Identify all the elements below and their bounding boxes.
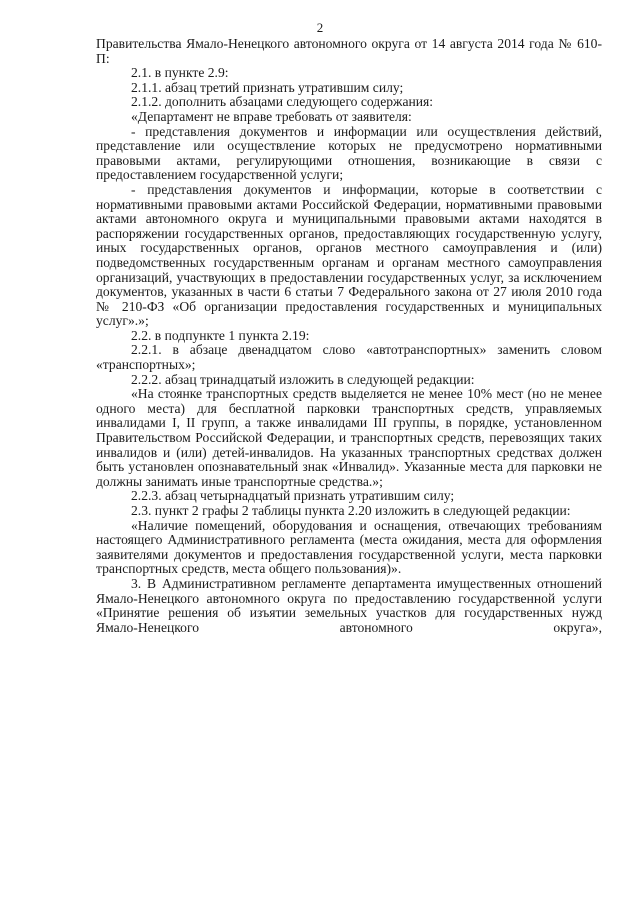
paragraph-2-2-2: 2.2.2. абзац тринадцатый изложить в следующей редакции: <box>131 371 475 387</box>
paragraph-2-2: 2.2. в подпункте 1 пункта 2.19: <box>131 327 310 343</box>
paragraph-2-3: 2.3. пункт 2 графы 2 таблицы пункта 2.20 изложить в следующей редакции: <box>131 503 571 518</box>
paragraph-bullet-1: - представления документов и информации или осуществления действий, представление или осуществление которых не предусмотрено нормативными правовыми актами, регулирующими отношения, возникающие в связи с предоставлением государственной услуги; <box>96 123 602 183</box>
paragraph-2-2-1: 2.2.1. в абзаце двенадцатом слово «автотранспортных» заменить словом «транспортных»; <box>96 342 602 373</box>
paragraph-intro: Правительства Ямало-Ненецкого автономного округа от 14 августа 2014 года № 610-П: <box>96 36 602 66</box>
paragraph-bullet-2: - представления документов и информации, которые в соответствии с нормативными правовыми актами Российской Федерации, нормативными правовыми актами автономного округа и муниципальными правовыми актами находятся в распоряжении государственных органов, предоставляющих государственную услугу, иных государственных органов, органов местного самоуправления и (или) подведомственных государственным органам и органам местного самоуправления организаций, участвующих в предоставлении государственных услуг, за исключением документов, указанных в части 6 статьи 7 Федерального закона от 27 июля 2010 года № 210-ФЗ «Об организации предоставления государственных и муниципальных услуг».»; <box>96 181 602 329</box>
page-number: 2 <box>316 20 324 35</box>
paragraph-quote-premises: «Наличие помещений, оборудования и оснащения, отвечающих требованиям настоящего Административного регламента (места ожидания, места для оформления заявителями документов и предоставления государственной услуги, места парковки транспортных средств, места общего пользования)». <box>96 517 602 577</box>
paragraph-2-2-3: 2.2.3. абзац четырнадцатый признать утратившим силу; <box>131 488 455 504</box>
paragraph-quote-department: «Департамент не вправе требовать от заявителя: <box>131 108 412 124</box>
paragraph-2-1-1: 2.1.1. абзац третий признать утратившим силу; <box>131 79 404 95</box>
paragraph-2-1: 2.1. в пункте 2.9: <box>131 65 229 81</box>
paragraph-quote-parking: «На стоянке транспортных средств выделяется не менее 10% мест (но не менее одного места) для бесплатной парковки транспортных средств, управляемых инвалидами I, II групп, а также инвалидами III группы, в порядке, установленном Правительством Российской Федерации, и транспортных средств, перевозящих таких инвалидов и (или) детей-инвалидов. На указанных транспортных средствах должен быть установлен опознавательный знак «Инвалид». Указанные места для парковки не должны занимать иные транспортные средства.»; <box>96 386 602 489</box>
paragraph-3: 3. В Административном регламенте департамента имущественных отношений Ямало-Ненецкого автономного округа по предоставлению государственной услуги «Принятие решения об изъятии земельных участков для государственных нужд Ямало-Ненецкого автономного округа», <box>96 575 602 635</box>
document-body <box>96 37 602 635</box>
paragraph-2-1-2: 2.1.2. дополнить абзацами следующего содержания: <box>131 94 434 110</box>
